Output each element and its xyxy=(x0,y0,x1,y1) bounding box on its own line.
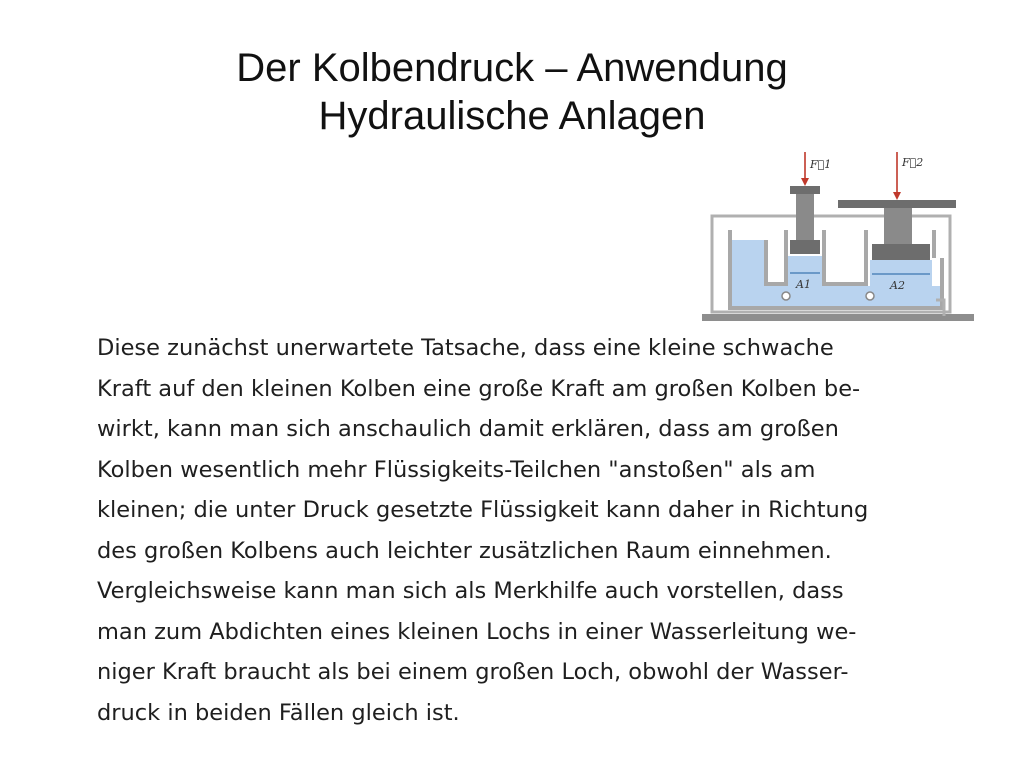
force-arrowhead-small xyxy=(801,178,809,186)
small-piston-cap xyxy=(790,186,820,194)
large-piston-rod xyxy=(884,208,912,244)
paragraph-line: Kraft auf den kleinen Kolben eine große Kraft am großen Kolben be- xyxy=(97,375,861,402)
explanation-paragraph xyxy=(97,328,1007,733)
paragraph-line: des großen Kolbens auch leichter zusätzlichen Raum einnehmen. xyxy=(97,537,832,564)
force-label-large: F⃗2 xyxy=(902,156,924,169)
paragraph-line: Vergleichsweise kann man sich als Merkhilfe auch vorstellen, dass xyxy=(97,578,844,604)
small-piston-head xyxy=(790,240,820,254)
hydraulic-press-diagram xyxy=(700,148,976,326)
paragraph-line: man zum Abdichten eines kleinen Lochs in einer Wasserleitung we- xyxy=(97,618,857,645)
valve-right xyxy=(866,292,874,300)
base-plate xyxy=(702,314,974,321)
title-line-1: Der Kolbendruck – Anwendung xyxy=(236,46,788,90)
title-line-2: Hydraulische Anlagen xyxy=(318,94,706,138)
small-piston-rod xyxy=(796,192,814,240)
paragraph-line: Kolben wesentlich mehr Flüssigkeits-Teilchen "anstoßen" als am xyxy=(97,456,816,483)
reservoir-fluid xyxy=(732,240,764,306)
paragraph-line: niger Kraft braucht als bei einem großen Loch, obwohl der Wasser- xyxy=(97,659,849,685)
paragraph-line: druck in beiden Fällen gleich ist. xyxy=(97,699,460,726)
slide-title xyxy=(0,44,1024,140)
valve-left xyxy=(782,292,790,300)
force-arrowhead-large xyxy=(893,192,901,200)
paragraph-line: kleinen; die unter Druck gesetzte Flüssigkeit kann daher in Richtung xyxy=(97,497,869,523)
area-label-large: A2 xyxy=(890,279,905,292)
paragraph-line: Diese zunächst unerwartete Tatsache, dass eine kleine schwache xyxy=(97,335,834,361)
paragraph-line: wirkt, kann man sich anschaulich damit erklären, dass am großen xyxy=(97,416,839,442)
area-label-small: A1 xyxy=(796,278,811,291)
large-piston-head xyxy=(872,244,930,260)
force-label-small: F⃗1 xyxy=(810,158,832,171)
large-piston-plate xyxy=(838,200,956,208)
